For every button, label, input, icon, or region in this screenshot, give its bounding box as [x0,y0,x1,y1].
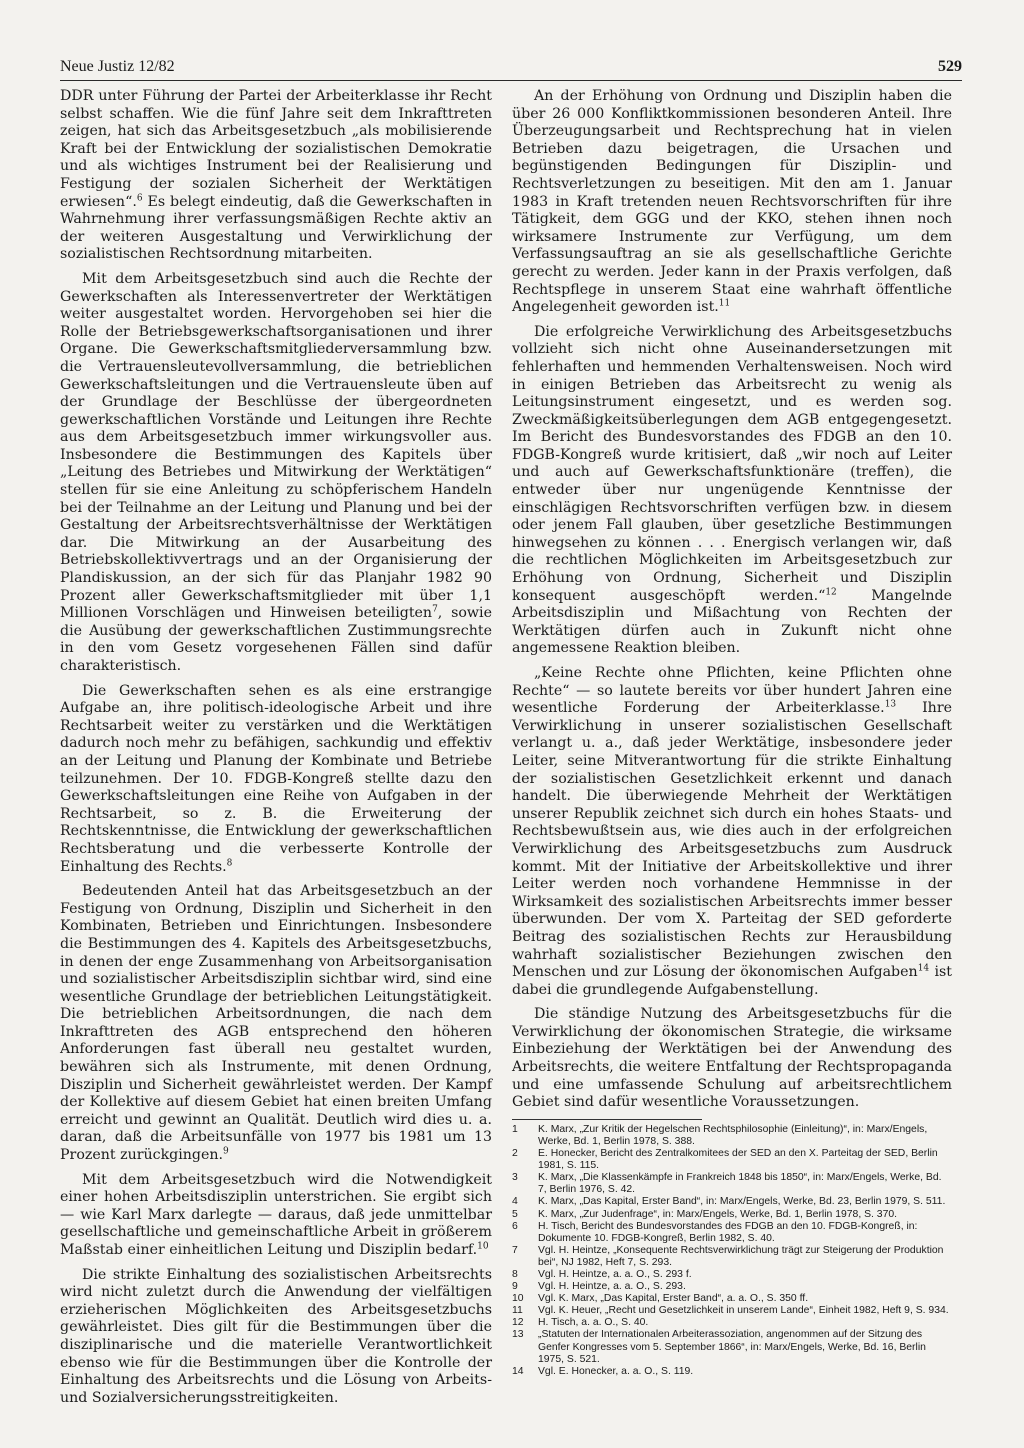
paragraph: Die ständige Nutzung des Arbeitsgesetzbuchs für die Verwirklichung der ökonomischen Strategie, die wirksame Einbeziehung der Werktätigen bei der Anwendung des Arbeitsrechts, die weitere Entfaltung der Rechtspropaganda und eine umfassende Schulung auf arbeitsrechtlichem Gebiet sind dafür wesentliche Voraussetzungen. [512,1006,952,1111]
left-column [60,88,492,1414]
footnote: 12 H. Tisch, a. a. O., S. 40. [512,1317,649,1329]
footnote: 1 K. Marx, „Zur Kritik der Hegelschen Rechtsphilosophie (Einleitung)“, in: Marx/Engels, Werke, Bd. 1, Berlin 1978, S. 388. [512,1123,928,1147]
paragraph: An der Erhöhung von Ordnung und Disziplin haben die über 26 000 Konfliktkommissionen besonderen Anteil. Ihre Überzeugungsarbeit und Rechtsprechung hat in vielen Betrieben dazu beigetragen, die Ursachen und begünstigenden Bedingungen für Disziplin- und Rechtsverletzungen zu beseitigen. Mit den am 1. Januar 1983 in Kraft tretenden neuen Rechtsvorschriften für ihre Tätigkeit, dem GGG und der KKO, stehen ihnen noch wirksamere Instrumente zur Verfügung, um dem Verfassungsauftrag an sie als gesellschaftliche Gerichte gerecht zu werden. Jeder kann in der Praxis verfolgen, daß Rechtspflege in unserem Staat eine wahrhaft öffentliche Angelegenheit geworden ist.$^{11}$ [512,88,952,316]
footnote: 3 K. Marx, „Die Klassenkämpfe in Frankreich 1848 bis 1850“, in: Marx/Engels, Werke, Bd. 7, Berlin 1976, S. 42. [512,1172,942,1196]
footnote-ref[interactable]: 12 [825,586,837,597]
journal-title: Neue Justiz 12/82 [60,58,175,75]
footnote: 14 Vgl. E. Honecker, a. a. O., S. 119. [512,1365,694,1377]
right-column [512,88,952,1378]
footnote-ref[interactable]: 10 [477,1241,489,1252]
footnote-ref[interactable]: 8 [226,857,233,868]
footnote: 7 Vgl. H. Heintze, „Konsequente Rechtsverwirklichung trägt zur Steigerung der Produktion bei“, NJ 1982, Heft 7, S. 293. [512,1244,944,1268]
footnote-ref[interactable]: 7 [432,604,438,615]
footnote: 6 H. Tisch, Bericht des Bundesvorstandes des FDGB an den 10. FDGB-Kongreß, in: Dokumente 10. FDGB-Kongreß, Berlin 1982, S. 40. [512,1220,918,1244]
paragraph: Die strikte Einhaltung des sozialistischen Arbeitsrechts wird nicht zuletzt durch die Anwendung der vielfältigen erzieherischen Möglichkeiten des Arbeitsgesetzbuchs gewährleistet. Dies gilt für die Bestimmungen über die disziplinarische und die materielle Verantwortlichkeit ebenso wie für die Bestimmungen über die Kontrolle der Einhaltung des Arbeitsrechts und die Lösung von Arbeits- und Sozialversicherungsstreitigkeiten. [60,1266,492,1406]
running-header [60,56,962,81]
footnote: 11 Vgl. K. Heuer, „Recht und Gesetzlichkeit in unserem Lande“, Einheit 1982, Heft 9, S. 934. [512,1305,949,1317]
paragraph: Mit dem Arbeitsgesetzbuch wird die Notwendigkeit einer hohen Arbeitsdisziplin unterstrichen. Sie ergibt sich — wie Karl Marx darlegte — daraus, daß jede unmittelbar gesellschaftliche und gemeinschaftliche Arbeit in größerem Maßstab einer einheitlichen Leitung und Disziplin bedarf.$^{10}$ [60,1171,492,1258]
footnote: 5 K. Marx, „Zur Judenfrage“, in: Marx/Engels, Werke, Bd. 1, Berlin 1978, S. 370. [512,1208,898,1220]
paragraph: DDR unter Führung der Partei der Arbeiterklasse ihr Recht selbst schaffen. Wie die fünf Jahre seit dem Inkrafttreten zeigen, hat sich das Arbeitsgesetzbuch „als mobilisierende Kraft bei der Entwicklung der sozialistischen Demokratie und als wichtiges Instrument bei der Realisierung und Festigung der sozialen Sicherheit der Werktätigen erwiesen“.$^6$ Es belegt eindeutig, daß die Gewerkschaften in Wahrnehmung ihrer verfassungsmäßigen Rechte aktiv an der weiteren Ausgestaltung und Verwirklichung der sozialistischen Rechtsordnung mitarbeiten. [60,88,492,263]
footnote: 10 Vgl. K. Marx, „Das Kapital, Erster Band“, a. a. O., S. 350 ff. [512,1293,809,1305]
footnote: 8 Vgl. H. Heintze, a. a. O., S. 293 f. [512,1268,692,1280]
paragraph: „Keine Rechte ohne Pflichten, keine Pflichten ohne Rechte“ — so lautete bereits vor über hundert Jahren eine wesentliche Forderung der Arbeiterklasse.$^{13}$ Ihre Verwirklichung in unserer sozialistischen Gesellschaft verlangt u. a., daß jeder Werktätige, insbesondere jeder Leiter, seine Mitverantwortung für die strikte Einhaltung der sozialistischen Gesetzlichkeit erkennt und danach handelt. Die überwiegende Mehrheit der Werktätigen unserer Republik zeichnet sich durch ein hohes Staats- und Rechtsbewußtsein aus, wie dies auch in der erfolgreichen Verwirklichung des Arbeitsgesetzbuchs zum Ausdruck kommt. Mit der Initiative der Arbeitskollektive und ihrer Leiter werden noch vorhandene Hemmnisse in der Wirksamkeit des sozialistischen Arbeitsrechts immer besser überwunden. Der vom X. Parteitag der SED geforderte Beitrag des sozialistischen Rechts zur Herausbildung wahrhaft sozialistischer Beziehungen zwischen den Menschen und zur Lösung der ökonomischen Aufgaben$^{14}$ ist dabei die grundlegende Aufgabenstellung. [512,665,953,998]
footnote-ref[interactable]: 14 [917,963,930,974]
footnote: 13 „Statuten der Internationalen Arbeiterassoziation, angenommen auf der Sitzung des Genfer Kongresses vom 5. September 1866“, in: Marx/Engels, Werke, Bd. 16, Berlin 1975, S. 521. [512,1329,926,1365]
footnote-divider [512,1119,702,1120]
footnote: 4 K. Marx, „Das Kapital, Erster Band“, in: Marx/Engels, Werke, Bd. 23, Berlin 1979, S. 511. [512,1196,946,1208]
footnote-ref[interactable]: 9 [223,1146,229,1157]
paragraph: Die erfolgreiche Verwirklichung des Arbeitsgesetzbuchs vollzieht sich nicht ohne Auseinandersetzungen mit fehlerhaften und hemmenden Verhaltensweisen. Noch wird in einigen Betrieben das Arbeitsrecht zu wenig als Leitungsinstrument eingesetzt, und es werden sog. Zweckmäßigkeitsüberlegungen dem AGB entgegengesetzt. Im Bericht des Bundesvorstandes des FDGB an den 10. FDGB-Kongreß wurde kritisiert, daß „wir noch auf Leiter und auch auf Gewerkschaftsfunktionäre (treffen), die entweder über nur ungenügende Kenntnisse der einschlägigen Rechtsvorschriften verfügen bzw. in diesem oder jenem Fall glauben, über gesetzliche Bestimmungen hinwegsehen zu können . . . Energisch verlangen wir, daß die rechtlichen Möglichkeiten im Arbeitsgesetzbuch zur Erhöhung von Ordnung, Sicherheit und Disziplin konsequent ausgeschöpft werden.“$^{12}$ Mangelnde Arbeitsdisziplin und Mißachtung von Rechten der Werktätigen dürfen auch in Zukunft nicht ohne angemessene Reaktion bleiben. [512,323,952,657]
footnote-ref[interactable]: 13 [884,699,897,710]
footnote: 9 Vgl. H. Heintze, a. a. O., S. 293. [512,1281,686,1293]
paragraph: Bedeutenden Anteil hat das Arbeitsgesetzbuch an der Festigung von Ordnung, Disziplin und Sicherheit in den Kombinaten, Betrieben und Einrichtungen. Insbesondere die Bestimmungen des 4. Kapitels des Arbeitsgesetzbuchs, in denen der enge Zusammenhang von Arbeitsorganisation und sozialistischer Arbeitsdisziplin sichtbar wird, sind eine wesentliche Grundlage der betrieblichen Leitungstätigkeit. Die betrieblichen Arbeitsordnungen, die nach dem Inkrafttreten des AGB entsprechend den höheren Anforderungen fast überall neu gestaltet wurden, bewähren sich als Instrumente, mit denen Ordnung, Disziplin und Sicherheit gewährleistet werden. Der Kampf der Kollektive auf diesem Gebiet hat einen breiten Umfang erreicht und gewinnt an Qualität. Deutlich wird dies u. a. daran, daß die Arbeitsunfälle von 1977 bis 1981 um 13 Prozent zurückgingen.$^9$ [60,883,492,1164]
footnote-ref[interactable]: 6 [136,192,143,203]
footnotes-list [512,1124,952,1378]
footnote-ref[interactable]: 11 [718,298,731,309]
paragraph: Die Gewerkschaften sehen es als eine erstrangige Aufgabe an, ihre politisch-ideologische Arbeit und ihre Rechtsarbeit weiter zu verstärken und die Werktätigen dadurch noch mehr zu befähigen, sachkundig und effektiv an der Leitung und Planung der Kombinate und Betriebe teilzunehmen. Der 10. FDGB-Kongreß stellte dazu den Gewerkschaftsleitungen eine Reihe von Aufgaben in der Rechtsarbeit, so z. B. die Erweiterung der Rechtskenntnisse, die Entwicklung der gewerkschaftlichen Rechtsberatung und die verbesserte Kontrolle der Einhaltung des Rechts.$^8$ [60,682,492,875]
page-number: 529 [938,58,962,75]
paragraph: Mit dem Arbeitsgesetzbuch sind auch die Rechte der Gewerkschaften als Interessenvertreter der Werktätigen weiter ausgestaltet worden. Hervorgehoben sei hier die Rolle der Betriebsgewerkschaftsorganisationen und ihrer Organe. Die Gewerkschaftsmitgliederversammlung bzw. die Vertrauensleutevollversammlung, die betrieblichen Gewerkschaftsleitungen und die Vertrauensleute üben auf der Grundlage der Beschlüsse der übergeordneten gewerkschaftlichen Vorstände und Leitungen ihre Rechte aus dem Arbeitsgesetzbuch immer wirkungsvoller aus. Insbesondere die Bestimmungen des Kapitels über „Leitung des Betriebes und Mitwirkung der Werktätigen“ stellen für sie eine Anleitung zu schöpferischem Handeln bei der Teilnahme an der Leitung und Planung und bei der Gestaltung der Arbeitsrechtsverhältnisse der Werktätigen dar. Die Mitwirkung an der Ausarbeitung des Betriebskollektivvertrags und an der Organisierung der Plandiskussion, an der sich für das Planjahr 1982 90 Prozent aller Gewerkschaftsmitglieder mit über 1,1 Millionen Vorschlägen und Hinweisen beteiligten$^7$, sowie die Ausübung der gewerkschaftlichen Zustimmungsrechte in den vom Gesetz vorgesehenen Fällen sind dafür charakteristisch. [60,270,492,674]
footnote: 2 E. Honecker, Bericht des Zentralkomitees der SED an den X. Parteitag der SED, Berlin 1981, S. 115. [512,1148,938,1172]
